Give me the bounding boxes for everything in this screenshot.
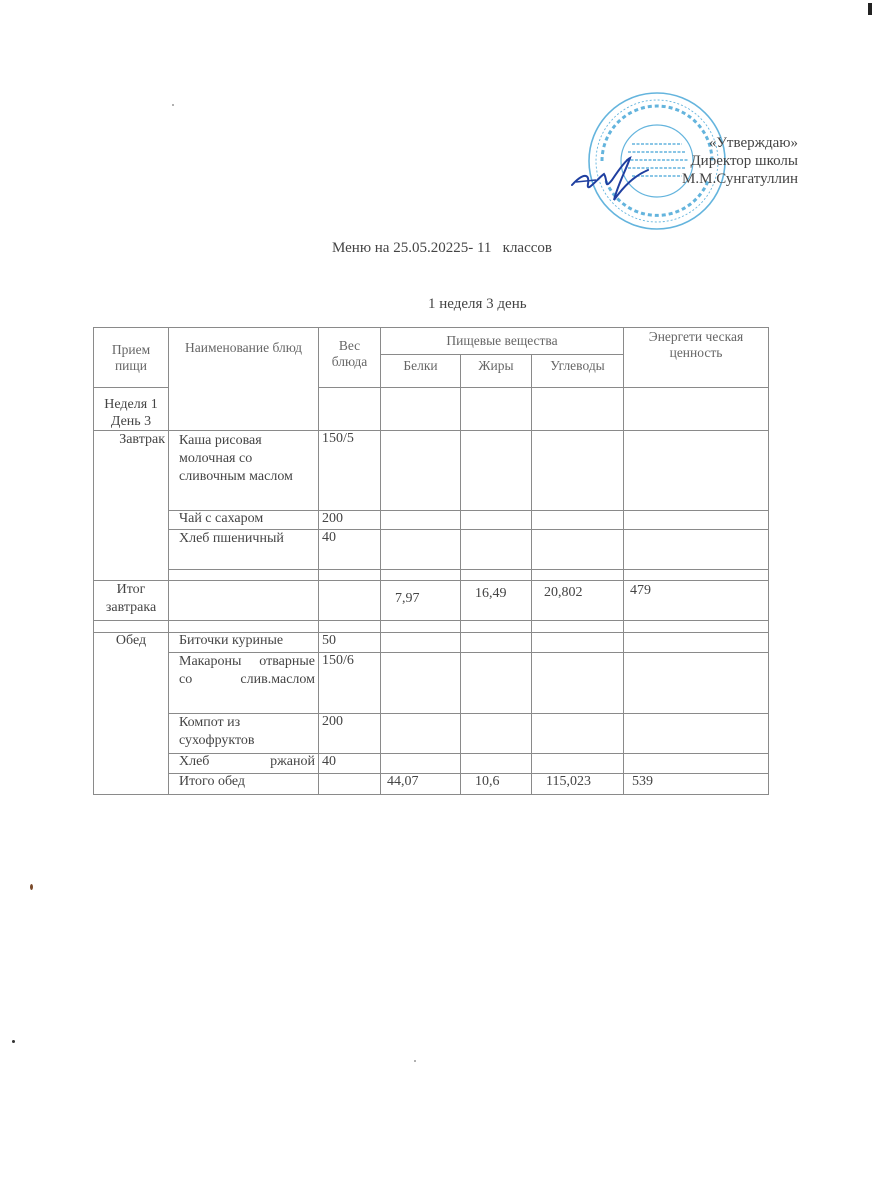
lunch-total-energy: 539 xyxy=(624,774,769,795)
table-row xyxy=(94,511,769,530)
approval-position: Директор школы xyxy=(690,153,798,169)
lunch-total-proteins: 44,07 xyxy=(381,774,461,795)
meal-breakfast-label: Завтрак xyxy=(94,431,169,581)
approval-name: М.М.Сунгатуллин xyxy=(682,171,798,187)
scan-speck xyxy=(12,1040,15,1043)
table-row xyxy=(94,633,769,653)
scan-speck xyxy=(30,884,33,890)
header-meal: Прием пищи xyxy=(94,328,169,388)
dish-name: Биточки куриные xyxy=(169,633,319,653)
table-row xyxy=(94,621,769,633)
scan-speck xyxy=(414,1060,416,1062)
scan-speck xyxy=(868,3,872,15)
dish-weight: 40 xyxy=(319,530,381,570)
approval-block xyxy=(682,134,798,188)
breakfast-total-label: Итог завтрака xyxy=(94,581,169,621)
dish-name: Хлеб пшеничный xyxy=(169,530,319,570)
lunch-total-label: Итого обед xyxy=(169,774,319,795)
breakfast-total-proteins: 7,97 xyxy=(381,581,461,621)
dish-name xyxy=(169,653,319,714)
breakfast-total-carbs: 20,802 xyxy=(532,581,624,621)
header-energy: Энергети ческая ценность xyxy=(624,328,769,388)
page-subtitle: 1 неделя 3 день xyxy=(428,296,527,312)
dish-name: Чай с сахаром xyxy=(169,511,319,530)
dish-weight: 40 xyxy=(319,754,381,774)
menu-table xyxy=(93,327,769,795)
dish-weight: 150/5 xyxy=(319,431,381,511)
lunch-total-fats: 10,6 xyxy=(461,774,532,795)
lunch-total-row xyxy=(94,774,769,795)
dish-name: Каша рисовая молочная со сливочным маслом xyxy=(169,431,319,511)
meal-lunch-label: Обед xyxy=(94,633,169,795)
table-row xyxy=(94,431,769,511)
header-nutrients: Пищевые вещества xyxy=(381,328,624,355)
dish-name xyxy=(169,754,319,774)
table-row xyxy=(94,570,769,581)
table-row xyxy=(94,714,769,754)
week-day-label: Неделя 1 День 3 xyxy=(94,388,169,431)
breakfast-total-row xyxy=(94,581,769,621)
header-fats: Жиры xyxy=(461,355,532,388)
dish-name-text: Макароны отварные со слив.маслом xyxy=(179,654,315,687)
dish-weight: 150/6 xyxy=(319,653,381,714)
header-proteins: Белки xyxy=(381,355,461,388)
dish-name-text: Хлеб ржаной xyxy=(179,754,315,769)
table-row xyxy=(94,754,769,774)
table-row xyxy=(94,653,769,714)
header-carbs: Углеводы xyxy=(532,355,624,388)
dish-weight: 200 xyxy=(319,714,381,754)
header-dish-name: Наименование блюд xyxy=(169,328,319,431)
header-weight: Вес блюда xyxy=(319,328,381,388)
director-signature xyxy=(568,150,658,210)
table-row xyxy=(94,530,769,570)
dish-weight: 200 xyxy=(319,511,381,530)
dish-name: Компот из сухофруктов xyxy=(169,714,319,754)
dish-weight: 50 xyxy=(319,633,381,653)
header-row xyxy=(94,328,769,355)
scan-speck xyxy=(172,104,174,106)
breakfast-total-energy: 479 xyxy=(624,581,769,621)
approval-caption: «Утверждаю» xyxy=(708,135,798,151)
breakfast-total-fats: 16,49 xyxy=(461,581,532,621)
lunch-total-carbs: 115,023 xyxy=(532,774,624,795)
page-title: Меню на 25.05.20225- 11 классов xyxy=(332,240,552,256)
